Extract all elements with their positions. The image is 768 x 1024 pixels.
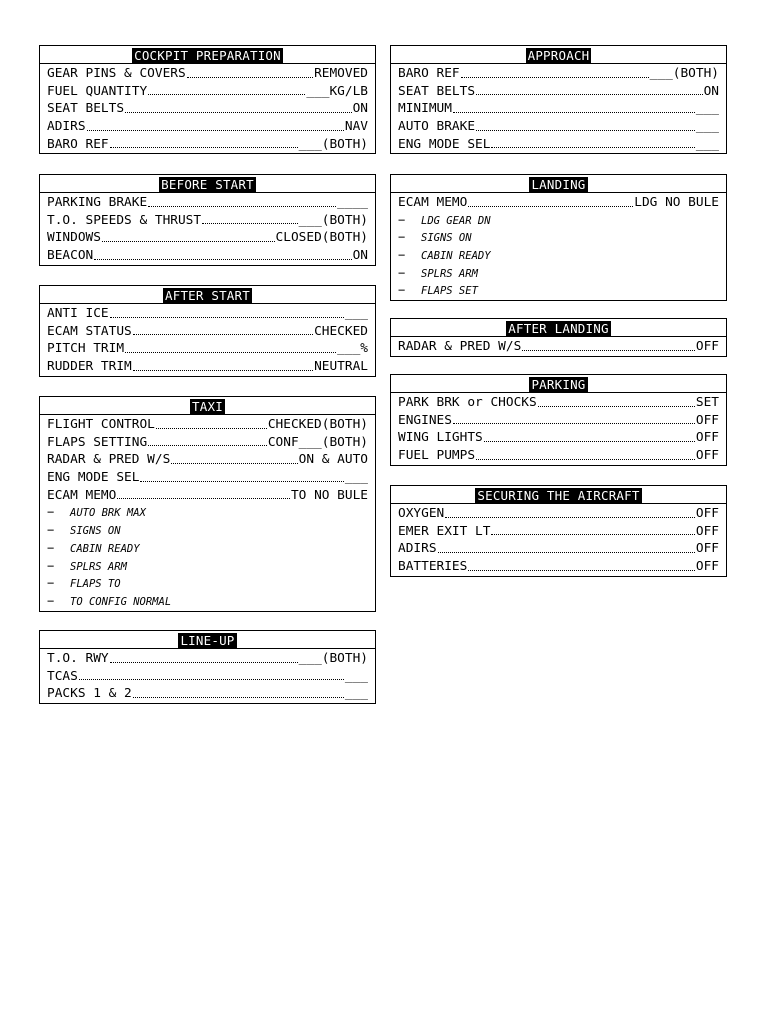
dash-bullet: − xyxy=(47,558,55,573)
section-header xyxy=(40,631,375,649)
memo-sub-item xyxy=(391,212,726,230)
item-value: ON xyxy=(703,83,719,99)
memo-sub-label: SIGNS ON xyxy=(70,525,121,538)
leader-dots xyxy=(148,194,336,212)
item-value: ON & AUTO xyxy=(298,452,368,468)
memo-sub-item xyxy=(40,575,375,593)
checklist-item xyxy=(391,194,726,212)
checklist-item xyxy=(391,540,726,558)
memo-sub-item xyxy=(40,593,375,611)
memo-sub-item xyxy=(40,522,375,540)
checklist-item xyxy=(40,650,375,668)
item-value: ON xyxy=(352,248,368,264)
leader-dots xyxy=(476,118,695,136)
item-label: BARO REF xyxy=(47,136,109,152)
memo-sub-label: TO CONFIG NORMAL xyxy=(70,595,172,608)
section-title: AFTER LANDING xyxy=(508,321,609,336)
memo-sub-label: LDG GEAR DN xyxy=(421,214,491,227)
item-label: PARKING BRAKE xyxy=(47,195,148,210)
checklist-item xyxy=(391,429,726,447)
dash-bullet: − xyxy=(47,576,55,591)
leader-dots xyxy=(461,65,649,83)
checklist-item xyxy=(40,118,375,136)
checklist-item xyxy=(40,100,375,118)
dash-bullet: − xyxy=(398,248,406,263)
checklist-items xyxy=(391,337,726,356)
checklist-item xyxy=(391,412,726,430)
item-label: PACKS 1 & 2 xyxy=(47,686,132,702)
checklist-item xyxy=(40,212,375,230)
leader-dots xyxy=(117,487,290,505)
checklist-item xyxy=(391,558,726,576)
dash-bullet: − xyxy=(47,593,55,608)
item-value: OFF xyxy=(695,506,719,521)
memo-sub-label: FLAPS SET xyxy=(421,285,478,298)
item-value: OFF xyxy=(695,412,719,428)
checklist-item xyxy=(40,340,375,358)
item-value: NEUTRAL xyxy=(314,359,368,375)
checklist-item xyxy=(40,194,375,212)
checklist-items xyxy=(40,415,375,611)
section-header xyxy=(391,175,726,193)
checklist-item xyxy=(391,338,726,356)
leader-dots xyxy=(102,229,275,247)
memo-sub-item xyxy=(391,282,726,300)
checklist-item xyxy=(391,523,726,541)
section-header xyxy=(40,286,375,304)
leader-dots xyxy=(133,358,313,376)
checklist-items xyxy=(391,393,726,465)
leader-dots xyxy=(133,685,344,703)
leader-dots xyxy=(148,434,267,452)
section-title: BEFORE START xyxy=(161,177,254,192)
leader-dots xyxy=(468,558,695,576)
item-label: GEAR PINS & COVERS xyxy=(47,66,186,81)
leader-dots xyxy=(125,340,336,358)
item-label: T.O. SPEEDS & THRUST xyxy=(47,212,202,228)
item-label: FLAPS SETTING xyxy=(47,434,148,450)
section-title: LINE-UP xyxy=(180,633,235,648)
memo-sub-item xyxy=(391,247,726,265)
memo-sub-item xyxy=(391,229,726,247)
item-label: T.O. RWY xyxy=(47,651,109,666)
item-value: CLOSED(BOTH) xyxy=(275,230,368,246)
section-header xyxy=(40,46,375,64)
item-label: EMER EXIT LT xyxy=(398,523,491,539)
section-title: APPROACH xyxy=(527,48,590,63)
item-label: SEAT BELTS xyxy=(47,101,125,117)
leader-dots xyxy=(110,650,298,668)
leader-dots xyxy=(79,668,344,686)
item-label: OXYGEN xyxy=(398,506,445,521)
item-label: PARK BRK or CHOCKS xyxy=(398,395,537,410)
checklist-item xyxy=(391,136,726,154)
section-header xyxy=(40,397,375,415)
leader-dots xyxy=(187,65,313,83)
item-label: ECAM MEMO xyxy=(47,487,117,503)
leader-dots xyxy=(476,447,695,465)
checklist-items xyxy=(40,193,375,265)
checklist-items xyxy=(40,649,375,703)
leader-dots xyxy=(87,118,344,136)
item-label: WINDOWS xyxy=(47,230,101,246)
item-value: ___(BOTH) xyxy=(298,136,368,152)
checklist-item xyxy=(40,487,375,505)
leader-dots xyxy=(171,451,297,469)
checklist-securing-the-aircraft xyxy=(390,485,727,577)
item-label: ENGINES xyxy=(398,412,452,428)
item-label: WING LIGHTS xyxy=(398,430,483,446)
checklist-after-start xyxy=(39,285,376,377)
checklist-item xyxy=(391,100,726,118)
dash-bullet: − xyxy=(47,505,55,520)
checklist-approach xyxy=(390,45,727,154)
item-value: ___(BOTH) xyxy=(298,651,368,666)
leader-dots xyxy=(125,100,352,118)
item-value: ___ xyxy=(344,686,368,702)
item-label: BATTERIES xyxy=(398,559,468,575)
checklist-items xyxy=(40,64,375,153)
item-label: AUTO BRAKE xyxy=(398,119,476,135)
item-label: FUEL QUANTITY xyxy=(47,83,148,99)
checklist-landing xyxy=(390,174,727,301)
section-title: COCKPIT PREPARATION xyxy=(134,48,281,63)
item-value: LDG NO BULE xyxy=(634,195,719,210)
checklist-item xyxy=(40,323,375,341)
item-value: NAV xyxy=(344,119,368,135)
item-value: ___% xyxy=(337,341,368,357)
item-label: RADAR & PRED W/S xyxy=(47,452,171,468)
leader-dots xyxy=(148,83,305,101)
item-value: ___ xyxy=(695,101,719,117)
checklist-item xyxy=(40,416,375,434)
leader-dots xyxy=(202,212,298,230)
item-label: ADIRS xyxy=(47,119,86,135)
item-label: ENG MODE SEL xyxy=(47,470,140,486)
section-title: SECURING THE AIRCRAFT xyxy=(477,488,640,503)
item-value: OFF xyxy=(695,339,719,354)
section-title: LANDING xyxy=(531,177,586,192)
item-label: ENG MODE SEL xyxy=(398,136,491,152)
memo-sub-label: SPLRS ARM xyxy=(421,267,478,280)
item-label: RUDDER TRIM xyxy=(47,359,132,375)
checklist-after-landing xyxy=(390,318,727,357)
leader-dots xyxy=(445,505,695,523)
item-value: ___ xyxy=(344,668,368,684)
checklist-item xyxy=(40,434,375,452)
checklist-item xyxy=(40,305,375,323)
item-value: ___ xyxy=(344,470,368,486)
checklist-item xyxy=(40,229,375,247)
item-label: ECAM MEMO xyxy=(398,195,468,210)
checklist-items xyxy=(391,193,726,300)
leader-dots xyxy=(453,412,695,430)
section-header xyxy=(391,375,726,393)
checklist-taxi xyxy=(39,396,376,612)
item-value: ON xyxy=(352,101,368,117)
checklist-item xyxy=(391,394,726,412)
dash-bullet: − xyxy=(398,212,406,227)
item-label: RADAR & PRED W/S xyxy=(398,339,522,354)
item-value: OFF xyxy=(695,448,719,464)
checklist-item xyxy=(40,247,375,265)
checklist-item xyxy=(391,447,726,465)
item-label: BARO REF xyxy=(398,66,460,81)
item-label: ADIRS xyxy=(398,541,437,557)
memo-sub-label: CABIN READY xyxy=(70,542,140,555)
memo-sub-item xyxy=(391,265,726,283)
checklist-item xyxy=(391,83,726,101)
item-label: PITCH TRIM xyxy=(47,341,125,357)
leader-dots xyxy=(476,83,703,101)
checklist-item xyxy=(40,685,375,703)
leader-dots xyxy=(491,136,694,154)
leader-dots xyxy=(491,523,694,541)
dash-bullet: − xyxy=(47,540,55,555)
section-header xyxy=(391,46,726,64)
section-title: AFTER START xyxy=(165,288,250,303)
checklist-item xyxy=(391,118,726,136)
item-value: OFF xyxy=(695,523,719,539)
item-label: MINIMUM xyxy=(398,101,452,117)
checklist-items xyxy=(391,64,726,153)
checklist-items xyxy=(40,304,375,376)
checklist-item xyxy=(391,65,726,83)
leader-dots xyxy=(468,194,633,212)
item-value: ___KG/LB xyxy=(306,83,368,99)
leader-dots xyxy=(156,416,267,434)
leader-dots xyxy=(133,323,313,341)
item-value: ___ xyxy=(344,306,368,321)
memo-sub-label: FLAPS TO xyxy=(70,578,121,591)
leader-dots xyxy=(522,338,695,356)
memo-sub-label: SPLRS ARM xyxy=(70,560,127,573)
section-header xyxy=(391,319,726,337)
leader-dots xyxy=(453,100,695,118)
dash-bullet: − xyxy=(398,265,406,280)
item-value: ____ xyxy=(337,195,368,210)
checklist-line-up xyxy=(39,630,376,704)
item-value: TO NO BULE xyxy=(290,487,368,503)
dash-bullet: − xyxy=(47,523,55,538)
item-value: ___(BOTH) xyxy=(298,212,368,228)
checklist-item xyxy=(40,358,375,376)
memo-sub-item xyxy=(40,558,375,576)
item-value: ___ xyxy=(695,136,719,152)
item-label: ANTI ICE xyxy=(47,306,109,321)
item-value: CHECKED(BOTH) xyxy=(267,417,368,432)
item-value: OFF xyxy=(695,541,719,557)
item-value: REMOVED xyxy=(314,66,368,81)
section-title: TAXI xyxy=(192,399,223,414)
checklist-item xyxy=(40,668,375,686)
memo-sub-label: AUTO BRK MAX xyxy=(70,507,146,520)
item-label: ECAM STATUS xyxy=(47,323,132,339)
checklist-item xyxy=(40,451,375,469)
checklist-before-start xyxy=(39,174,376,266)
leader-dots xyxy=(110,136,298,154)
leader-dots xyxy=(94,247,351,265)
section-title: PARKING xyxy=(531,377,586,392)
memo-sub-item xyxy=(40,540,375,558)
leader-dots xyxy=(484,429,695,447)
item-value: OFF xyxy=(695,430,719,446)
memo-sub-item xyxy=(40,504,375,522)
item-label: TCAS xyxy=(47,668,78,684)
checklist-items xyxy=(391,504,726,576)
item-value: ___ xyxy=(695,119,719,135)
dash-bullet: − xyxy=(398,283,406,298)
dash-bullet: − xyxy=(398,230,406,245)
checklist-item xyxy=(40,65,375,83)
item-label: SEAT BELTS xyxy=(398,83,476,99)
memo-sub-label: CABIN READY xyxy=(421,250,491,263)
leader-dots xyxy=(438,540,695,558)
leader-dots xyxy=(140,469,343,487)
leader-dots xyxy=(538,394,695,412)
leader-dots xyxy=(110,305,344,323)
item-value: CONF___(BOTH) xyxy=(267,434,368,450)
item-value: CHECKED xyxy=(314,323,368,339)
item-label: FLIGHT CONTROL xyxy=(47,417,155,432)
checklist-item xyxy=(391,505,726,523)
checklist-item xyxy=(40,136,375,154)
item-label: BEACON xyxy=(47,248,94,264)
section-header xyxy=(391,486,726,504)
item-value: ___(BOTH) xyxy=(649,66,719,81)
checklist-item xyxy=(40,83,375,101)
checklist-parking xyxy=(390,374,727,466)
section-header xyxy=(40,175,375,193)
memo-sub-label: SIGNS ON xyxy=(421,232,472,245)
item-label: FUEL PUMPS xyxy=(398,448,476,464)
checklist-item xyxy=(40,469,375,487)
item-value: OFF xyxy=(695,559,719,575)
item-value: SET xyxy=(695,395,719,410)
checklist-cockpit-preparation xyxy=(39,45,376,154)
